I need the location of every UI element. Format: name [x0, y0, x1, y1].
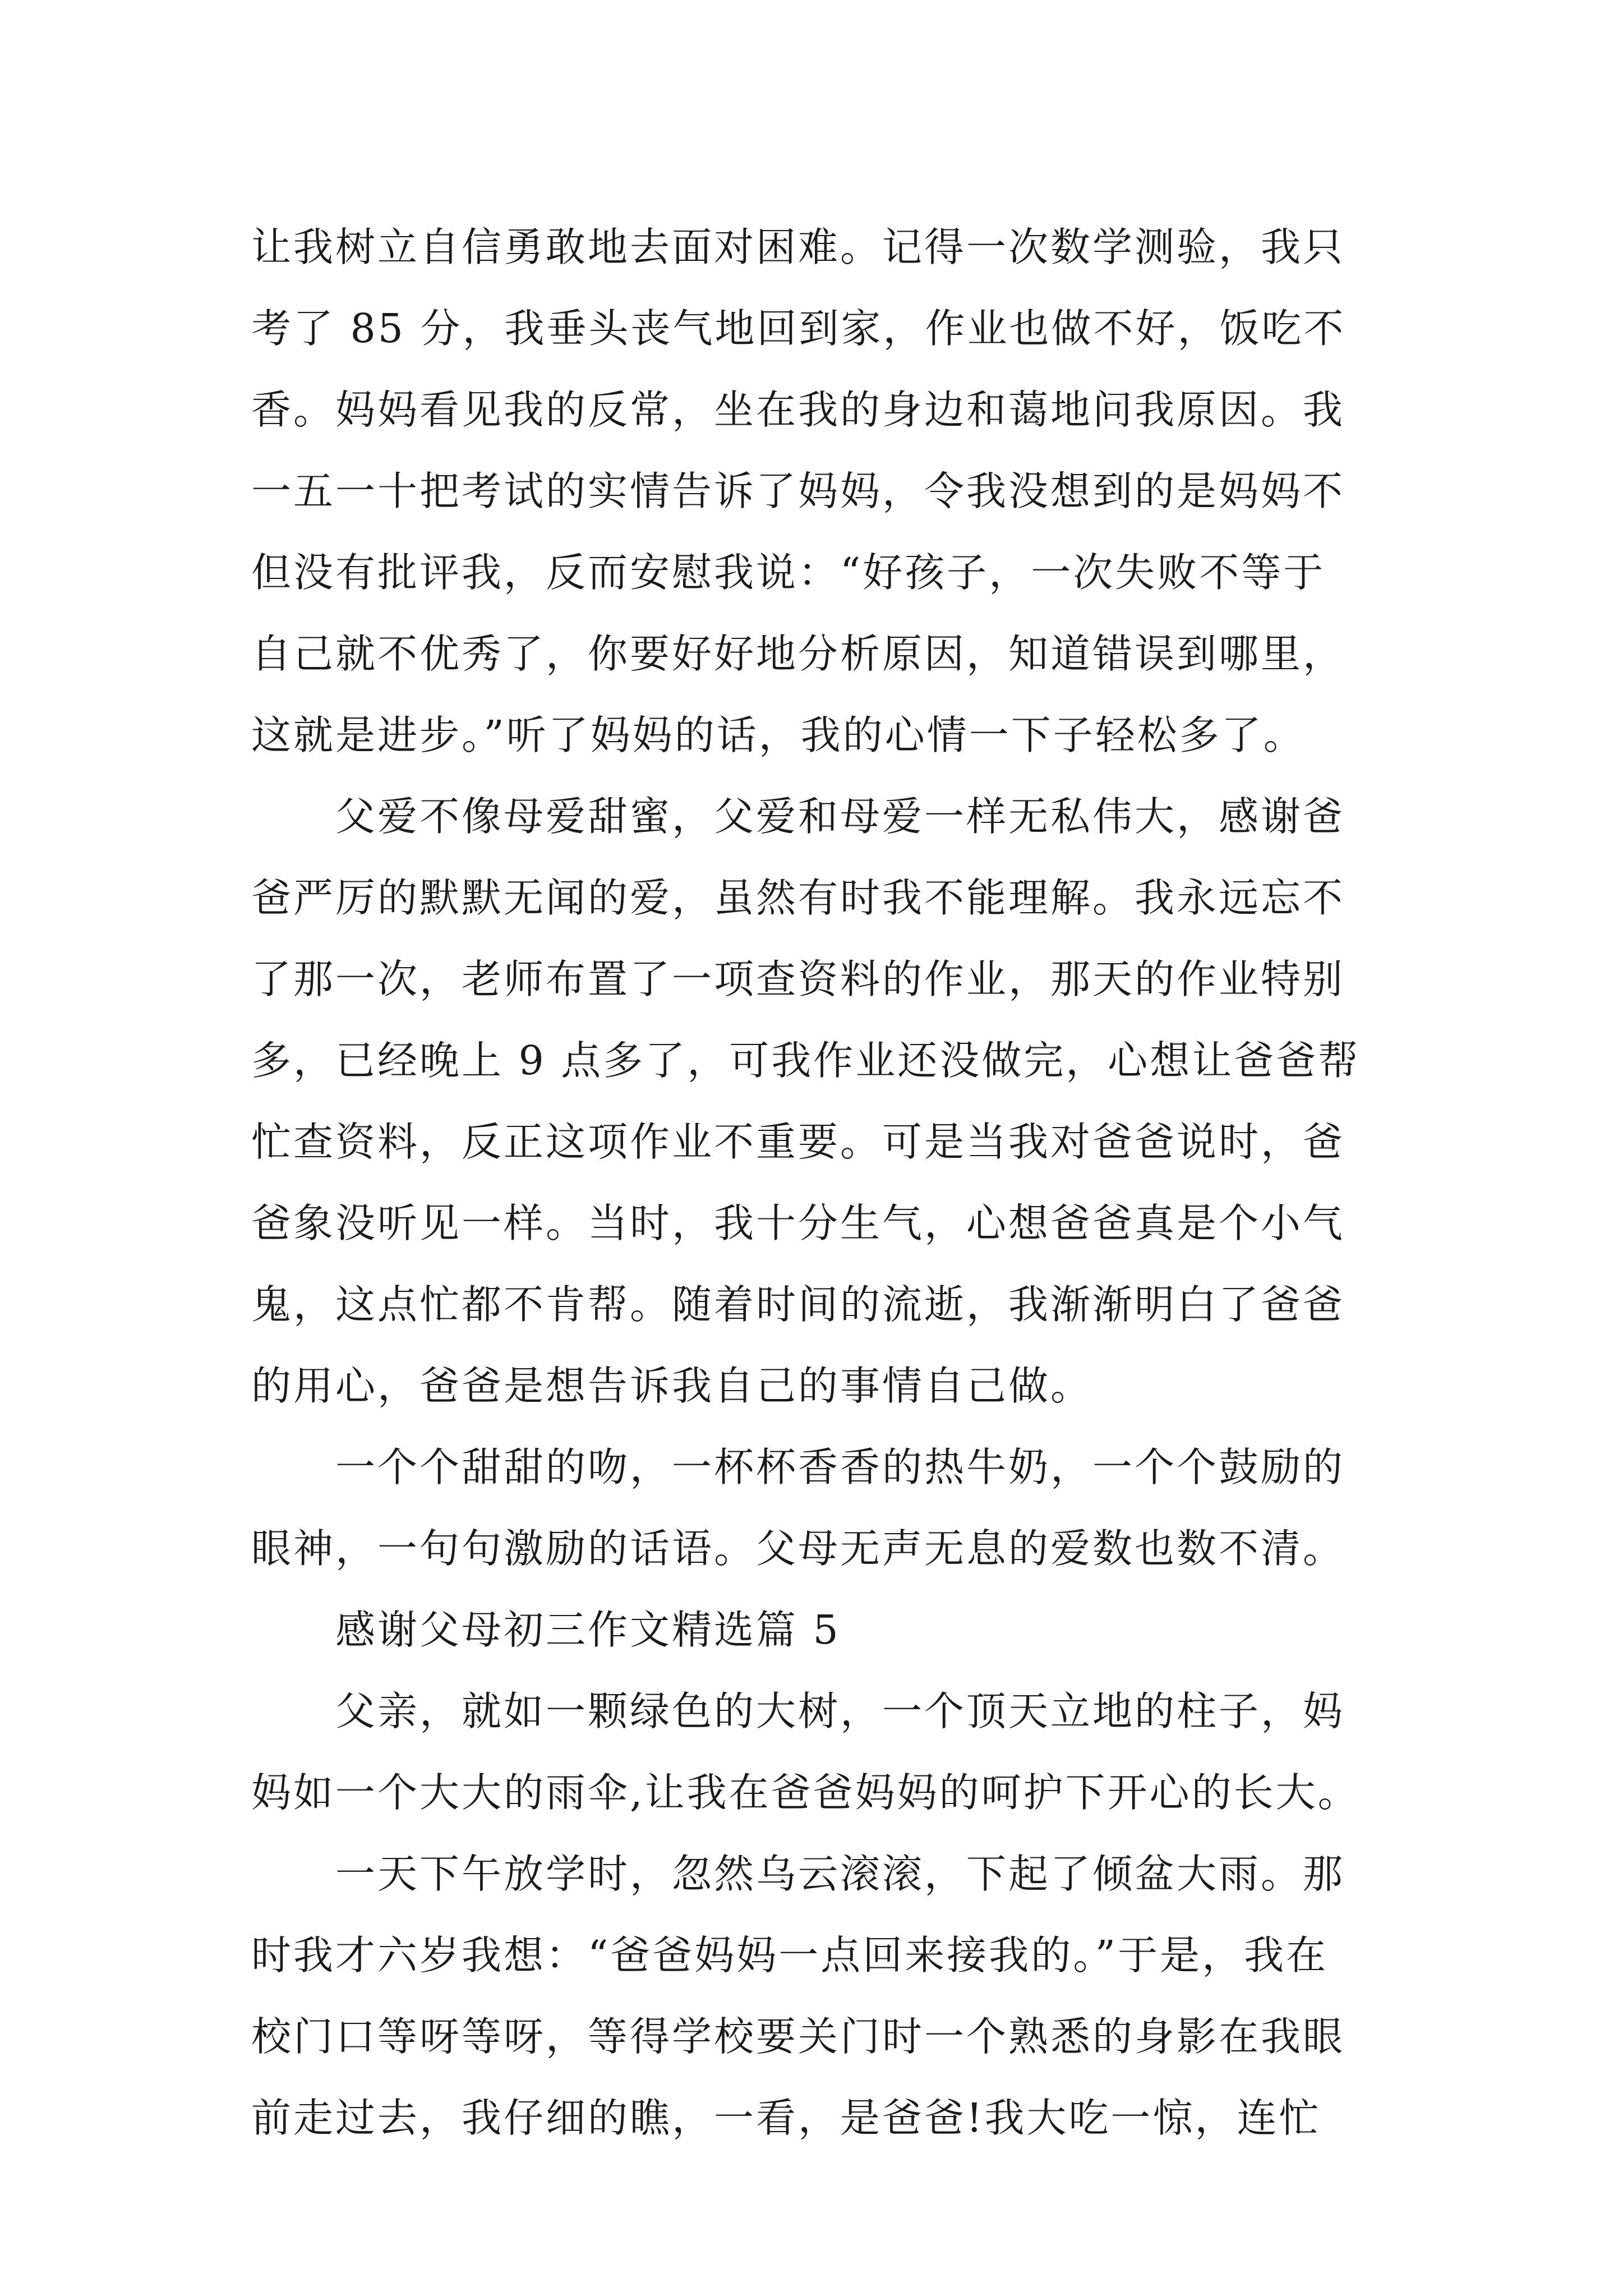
text-line: 多，已经晚上 9 点多了，可我作业还没做完，心想让爸爸帮 — [251, 1037, 1361, 1084]
text-line: 这就是进步。”听了妈妈的话，我的心情一下子轻松多了。 — [251, 712, 1306, 758]
paragraph-start-line: 一个个甜甜的吻，一杯杯香香的热牛奶，一个个鼓励的 — [335, 1444, 1345, 1490]
text-line: 忙查资料，反正这项作业不重要。可是当我对爸爸说时，爸 — [251, 1119, 1345, 1165]
text-line: 自己就不优秀了，你要好好地分析原因，知道错误到哪里， — [251, 631, 1345, 677]
text-line: 香。妈妈看见我的反常，坐在我的身边和蔼地问我原因。我 — [251, 386, 1345, 433]
text-line: 一五一十把考试的实情告诉了妈妈，令我没想到的是妈妈不 — [251, 468, 1345, 514]
paragraph-start-line: 一天下午放学时，忽然乌云滚滚，下起了倾盆大雨。那 — [335, 1851, 1345, 1897]
text-line: 的用心，爸爸是想告诉我自己的事情自己做。 — [251, 1363, 1093, 1409]
section-heading: 感谢父母初三作文精选篇 5 — [335, 1607, 841, 1653]
text-line: 前走过去，我仔细的瞧，一看，是爸爸!我大吃一惊，连忙 — [251, 2095, 1321, 2141]
text-line: 鬼，这点忙都不肯帮。随着时间的流逝，我渐渐明白了爸爸 — [251, 1281, 1345, 1328]
text-line: 爸严厉的默默无闻的爱，虽然有时我不能理解。我永远忘不 — [251, 875, 1345, 921]
text-line: 时我才六岁我想：“爸爸妈妈一点回来接我的。”于是，我在 — [251, 1932, 1329, 1978]
text-line: 眼神，一句句激励的话语。父母无声无息的爱数也数不清。 — [251, 1525, 1345, 1572]
text-line: 妈如一个大大的雨伞,让我在爸爸妈妈的呵护下开心的长大。 — [251, 1769, 1360, 1816]
text-line: 校门口等呀等呀，等得学校要关门时一个熟悉的身影在我眼 — [251, 2013, 1345, 2060]
paragraph-start-line: 父爱不像母爱甜蜜，父爱和母爱一样无私伟大，感谢爸 — [335, 793, 1345, 840]
text-line: 爸象没听见一样。当时，我十分生气，心想爸爸真是个小气 — [251, 1200, 1345, 1246]
text-line: 考了 85 分，我垂头丧气地回到家，作业也做不好，饭吃不 — [251, 305, 1346, 352]
paragraph-start-line: 父亲，就如一颗绿色的大树，一个顶天立地的柱子，妈 — [335, 1688, 1345, 1734]
text-line: 了那一次，老师布置了一项查资料的作业，那天的作业特别 — [251, 956, 1345, 1002]
text-line: 但没有批评我，反而安慰我说：“好孩子，一次失败不等于 — [251, 549, 1326, 596]
body-text — [251, 206, 1386, 2159]
text-line: 让我树立自信勇敢地去面对困难。记得一次数学测验，我只 — [251, 224, 1345, 270]
